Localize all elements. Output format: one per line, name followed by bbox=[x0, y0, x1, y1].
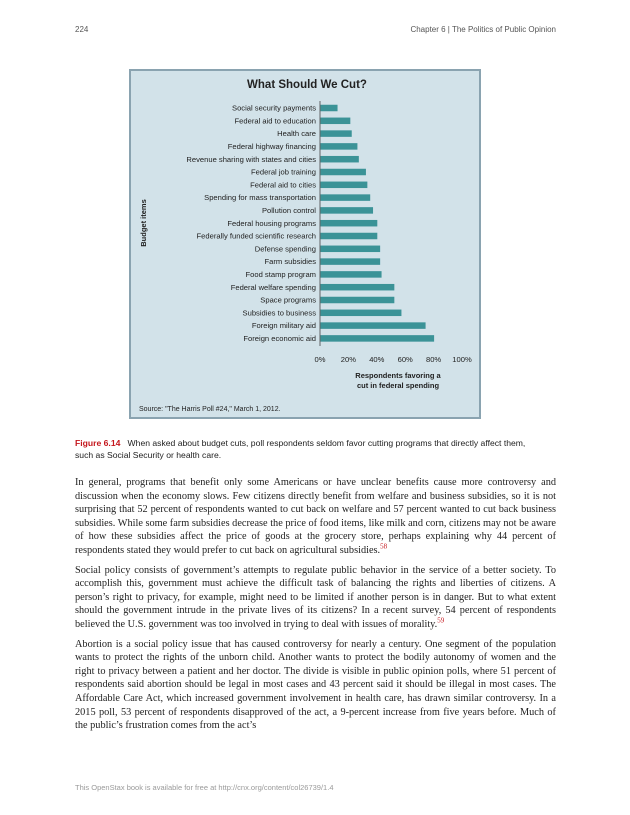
chart-figure bbox=[129, 69, 481, 419]
chart-title: What Should We Cut? bbox=[247, 79, 367, 91]
bar bbox=[321, 284, 395, 291]
bar bbox=[321, 194, 371, 201]
bar bbox=[321, 156, 359, 163]
x-tick-label: 60% bbox=[397, 355, 413, 364]
category-label: Spending for mass transportation bbox=[204, 193, 316, 203]
bar bbox=[321, 297, 395, 304]
figure-caption bbox=[75, 437, 545, 461]
bar bbox=[321, 143, 358, 150]
x-tick-label: 20% bbox=[340, 355, 357, 364]
caption-text: When asked about budget cuts, poll respondents seldom favor cutting programs that directly affect them, such as Social Security or health care. bbox=[75, 438, 526, 460]
category-label: Farm subsidies bbox=[264, 257, 316, 267]
bar bbox=[321, 182, 368, 189]
bar bbox=[321, 118, 351, 125]
chart-source: Source: "The Harris Poll #24," March 1, 2012. bbox=[139, 406, 281, 413]
bar-chart bbox=[131, 71, 479, 417]
paragraph-1: In general, programs that benefit only some Americans or have unclear benefits cause more controversy and discussion when the economy slows. Few citizens directly benefit from welfare and business subsidies, so it is not surprising that 52 percent of respondents wanted to cut back on welfare and 57 percent wanted to cut back business subsidies. While some farm subsidies decrease the price of food items, like milk and corn, citizens may not be aware of how these subsidies affect the price of goods at the grocery store, perhaps explaining why 44 percent of respondents stated they would prefer to cut back on agricultural subsidies.$^{58}$ bbox=[75, 477, 556, 556]
footnote-ref-58[interactable]: 58 bbox=[380, 542, 388, 551]
category-label: Pollution control bbox=[261, 206, 316, 215]
bar bbox=[321, 220, 378, 227]
x-axis-label-line1: Respondents favoring a bbox=[355, 371, 441, 380]
x-axis-label-line2: cut in federal spending bbox=[356, 381, 440, 390]
category-label: Food stamp program bbox=[245, 270, 316, 279]
body-text bbox=[75, 476, 556, 739]
y-axis-label: Budget items bbox=[139, 199, 148, 247]
category-label: Federal highway financing bbox=[227, 142, 316, 151]
x-tick-label: 100% bbox=[452, 355, 472, 364]
page-footer: This OpenStax book is available for free at http://cnx.org/content/col26739/1.4 bbox=[75, 783, 334, 792]
running-header: Chapter 6 | The Politics of Public Opinion bbox=[410, 25, 556, 34]
category-label: Social security payments bbox=[232, 103, 316, 113]
bar bbox=[321, 310, 402, 317]
category-label: Federal housing programs bbox=[227, 218, 316, 228]
bar bbox=[321, 105, 338, 112]
bar bbox=[321, 169, 366, 176]
x-tick-label: 0% bbox=[314, 355, 326, 364]
category-label: Federal aid to education bbox=[234, 116, 316, 126]
footnote-ref-59[interactable]: 59 bbox=[437, 616, 445, 625]
category-label: Space programs bbox=[260, 295, 316, 305]
category-label: Federal job training bbox=[250, 167, 316, 177]
bar bbox=[321, 130, 352, 137]
paragraph-2: Social policy consists of government’s attempts to regulate public behavior in the service of a better society. To accomplish this, government must achieve the difficult task of balancing the rights and liberties of citizens. A person’s right to privacy, for example, might need to be limited if another person is in danger. But to what extent should the government intrude in the private lives of its citizens? In a recent survey, 54 percent of respondents believed the U.S. government was too involved in trying to deal with issues of morality.$^{59}$ bbox=[75, 564, 556, 630]
category-label: Defense spending bbox=[254, 244, 316, 254]
page-number: 224 bbox=[75, 25, 89, 34]
figure-label: Figure 6.14 bbox=[75, 438, 121, 448]
category-label: Subsidies to business bbox=[242, 308, 316, 318]
bar bbox=[321, 335, 435, 342]
category-label: Revenue sharing with states and cities bbox=[186, 154, 316, 164]
category-label: Foreign economic aid bbox=[243, 334, 316, 343]
bar bbox=[321, 233, 378, 240]
category-label: Federal aid to cities bbox=[250, 180, 316, 190]
bar bbox=[321, 271, 382, 278]
category-label: Health care bbox=[277, 129, 316, 139]
category-label: Federally funded scientific research bbox=[196, 231, 316, 241]
bar bbox=[321, 258, 381, 265]
category-label: Federal welfare spending bbox=[230, 282, 316, 292]
bar bbox=[321, 207, 374, 214]
paragraph-3: Abortion is a social policy issue that has caused controversy for nearly a century. One segment of the population wants to protect the rights of the unborn child. Another wants to protect the bodily autonomy of women and the right to privacy between a patient and her doctor. The divide is visible in public opinion polls, where 51 percent of respondents said abortion should be legal in most cases and 43 percent said it should be illegal in most cases. The Affordable Care Act, which increased government involvement in health care, has drawn similar controversy. In a 2015 poll, 53 percent of respondents disapproved of the act, a 9-percent increase from five years before. Much of the public’s frustration comes from the act’s bbox=[75, 638, 556, 732]
x-tick-label: 40% bbox=[369, 355, 385, 364]
x-tick-label: 80% bbox=[425, 355, 442, 364]
category-label: Foreign military aid bbox=[251, 321, 316, 331]
bar bbox=[321, 246, 381, 253]
bar bbox=[321, 322, 426, 329]
